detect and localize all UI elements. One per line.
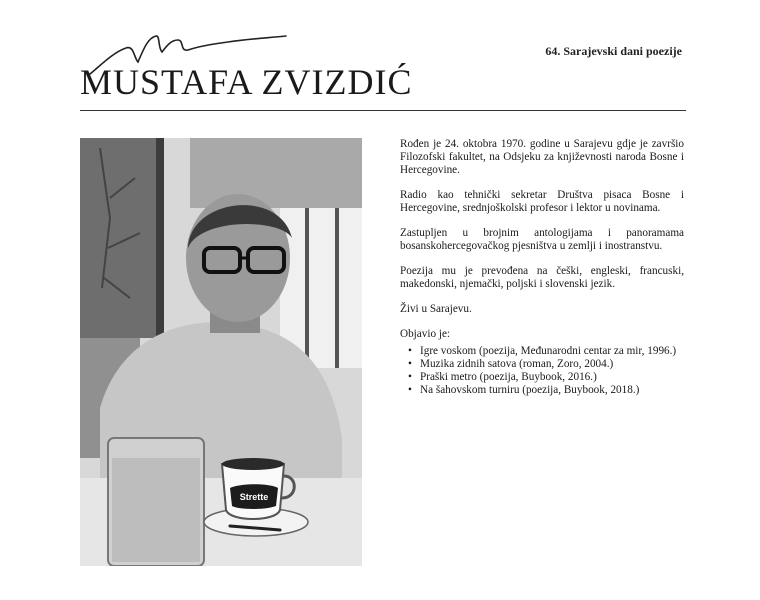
publications-list — [400, 345, 684, 397]
cup-brand-label: Strette — [239, 492, 269, 502]
author-name: MUSTAFA ZVIZDIĆ — [80, 62, 413, 102]
author-photo — [80, 138, 362, 566]
bio-paragraph-anthologies: Zastupljen u brojnim antologijama i panoramama bosanskohercegovačkog pjesništva u zemlji i inostranstvu. — [400, 227, 684, 252]
list-item: • Na šahovskom turniru (poezija, Buybook, 2018.) — [408, 384, 640, 396]
list-item: • Praški metro (poezija, Buybook, 2016.) — [408, 371, 597, 383]
biography — [400, 138, 684, 397]
bullet-icon: • — [408, 384, 412, 396]
publications-heading: Objavio je: — [400, 328, 451, 340]
bio-paragraph-residence: Živi u Sarajevu. — [400, 303, 472, 315]
bio-paragraph-work: Radio kao tehnički sekretar Društva pisaca Bosne i Hercegovine, srednjoškolski profesor i lektor u novinama. — [400, 189, 684, 214]
list-item: • Muzika zidnih satova (roman, Zoro, 2004.) — [408, 358, 614, 370]
bullet-icon: • — [408, 345, 412, 357]
bullet-icon: • — [408, 371, 412, 383]
bio-paragraph-birth: Rođen je 24. oktobra 1970. godine u Sarajevu gdje je završio Filozofski fakultet, na Odsjeku za književnosti naroda Bosne i Hercegovine. — [400, 138, 684, 176]
bio-paragraph-translations: Poezija mu je prevođena na češki, engleski, francuski, makedonski, njemački, poljski i slovenski jezik. — [400, 265, 684, 290]
list-item: • Igre voskom (poezija, Međunarodni centar za mir, 1996.) — [408, 345, 677, 357]
bullet-icon: • — [408, 358, 412, 370]
header-divider — [80, 110, 686, 111]
event-title: 64. Sarajevski dani poezije — [545, 44, 682, 58]
